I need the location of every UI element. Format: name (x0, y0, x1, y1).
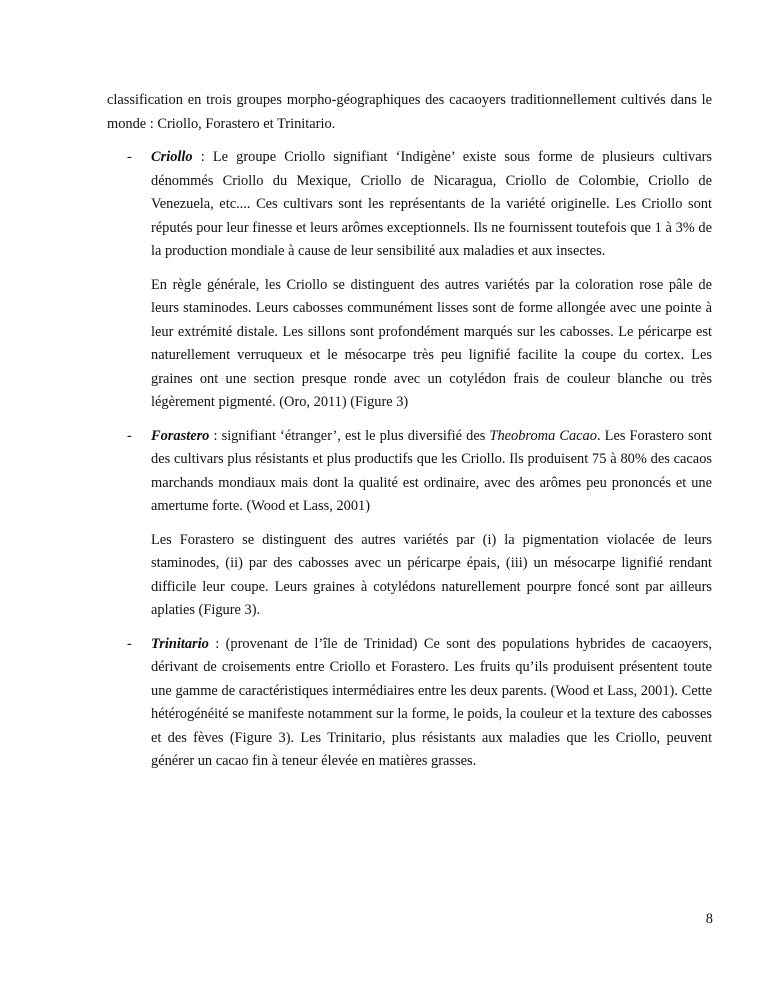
trinitario-text-1: : (provenant de l’île de Trinidad) Ce sont des populations hybrides de cacaoyers, dérivant de croisements entre Criollo et Forastero. Les fruits qu’ils produisent présentent toute une gamme de caractéristiques intermédiaires entre les deux parents. (Wood et Lass, 2001). Cette hétérogénéité se manifeste notamment sur la forme, le poids, la couleur et la texture des cabosses et des fèves (Figure 3). Les Trinitario, plus résistants aux maladies que les Criollo, peuvent générer un cacao fin à teneur élevée en matières grasses. (151, 635, 712, 769)
document-page (107, 89, 712, 784)
list-dash: - (127, 635, 132, 652)
list-dash: - (127, 149, 132, 165)
forastero-paragraph-1 (151, 425, 712, 519)
forastero-text-1b: . Les Forastero sont des cultivars plus résistants et plus productifs que les Criollo. Ils produisent 75 à 80% des cacaos marchands mondiaux mais dont la qualité est ordinaire, avec des arômes peu prononcés et une amertume forte. (Wood et Lass, 2001) (151, 427, 712, 514)
list-item-trinitario (107, 633, 712, 774)
intro-paragraph: classification en trois groupes morpho-géographiques des cacaoyers traditionnellement cultivés dans le monde : Criollo, Forastero et Trinitario. (107, 92, 712, 132)
forastero-text-1a: : signifiant ‘étranger’, est le plus diversifié des (209, 427, 490, 444)
criollo-paragraph-1 (151, 146, 712, 264)
species-name: Theobroma Cacao (489, 427, 597, 444)
term-trinitario: Trinitario (151, 635, 209, 652)
trinitario-paragraph-1 (151, 633, 712, 774)
list-item-criollo (107, 146, 712, 415)
list-item-forastero (107, 425, 712, 623)
term-criollo: Criollo (151, 149, 193, 165)
term-forastero: Forastero (151, 427, 210, 444)
list-dash: - (127, 427, 132, 444)
forastero-paragraph-2: Les Forastero se distinguent des autres variétés par (i) la pigmentation violacée de leurs staminodes, (ii) par des cabosses avec un péricarpe épais, (iii) un mésocarpe lignifié rendant difficile leur coupe. Leurs graines à cotylédons naturellement pourpre foncé sont par ailleurs aplaties (Figure 3). (151, 531, 712, 618)
page-number: 8 (705, 911, 713, 927)
criollo-paragraph-2: En règle générale, les Criollo se distinguent des autres variétés par la coloration rose pâle de leurs staminodes. Leurs cabosses communément lisses sont de forme allongée avec une pointe à leur extrémité distale. Les sillons sont profondément marqués sur les cabosses. Le péricarpe est naturellement verruqueux et le mésocarpe très peu lignifié facilite la coupe du cortex. Les graines ont une section presque ronde avec un cotylédon frais de couleur blanche ou très légèrement pigmenté. (Oro, 2011) (Figure 3) (151, 276, 712, 410)
criollo-text-1: : Le groupe Criollo signifiant ‘Indigène’ existe sous forme de plusieurs cultivars dénommés Criollo du Mexique, Criollo de Nicaragua, Criollo de Colombie, Criollo de Venezuela, etc.... Ces cultivars sont les représentants de la variété originelle. Les Criollo sont réputés pour leur finesse et leurs arômes exceptionnels. Ils ne fournissent toutefois que 1 à 3% de la production mondiale à cause de leur sensibilité aux maladies et aux insectes. (151, 149, 712, 259)
